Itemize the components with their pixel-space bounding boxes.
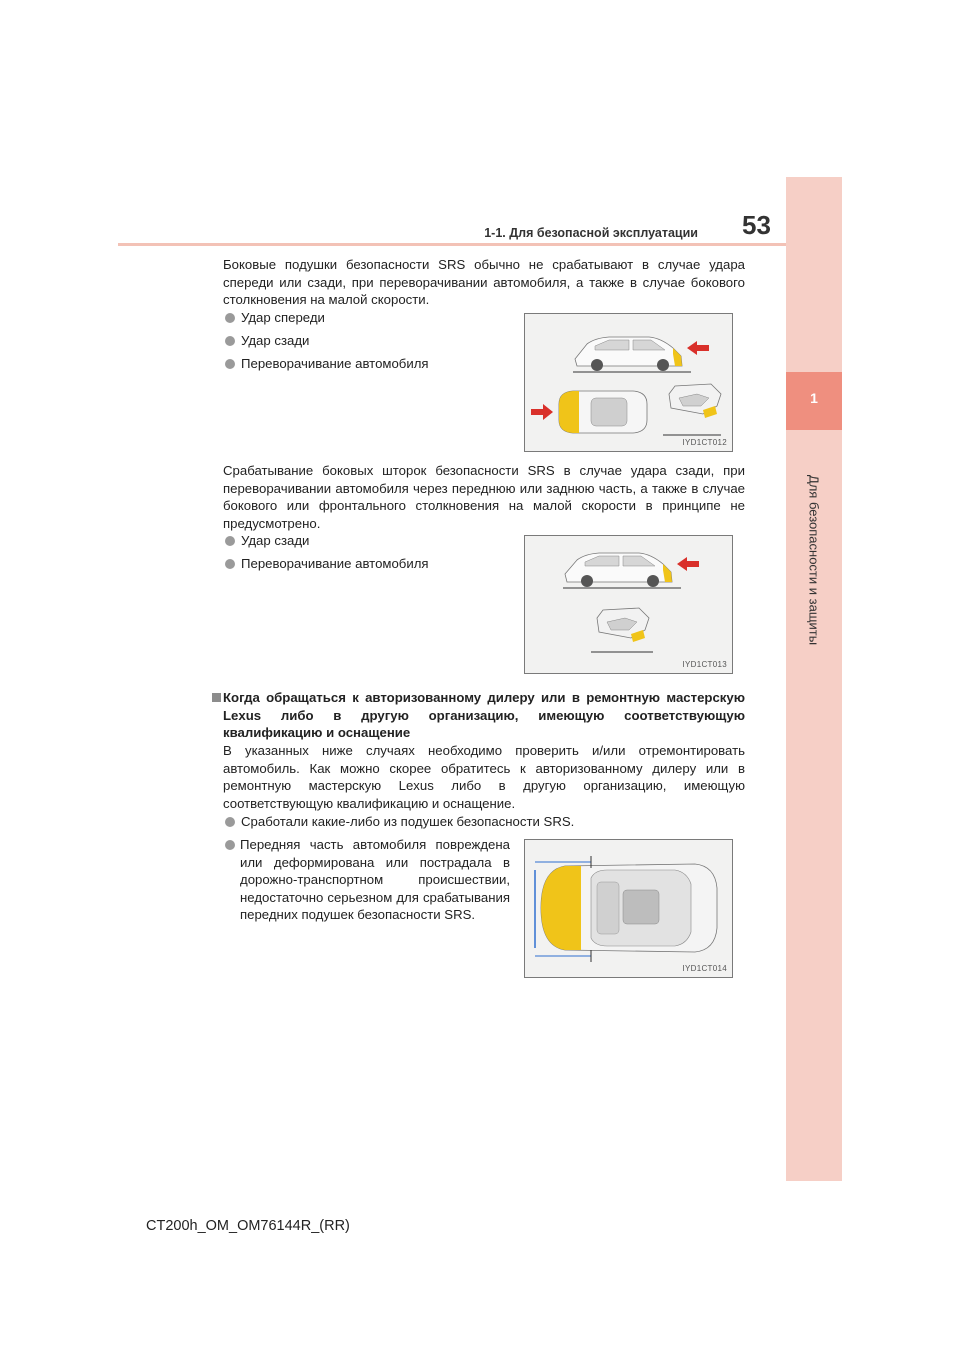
section-marker-icon bbox=[212, 693, 221, 702]
bullet-icon bbox=[225, 817, 235, 827]
header-section-title: 1-1. Для безопасной эксплуатации bbox=[484, 226, 698, 240]
list-item: Переворачивание автомобиля bbox=[223, 355, 429, 373]
car-rollover-view bbox=[597, 608, 649, 642]
figure-code: IYD1CT013 bbox=[682, 660, 727, 669]
document-footer-code: CT200h_OM_OM76144R_(RR) bbox=[146, 1218, 350, 1234]
impact-arrow-icon bbox=[531, 404, 553, 420]
figure-code: IYD1CT012 bbox=[682, 438, 727, 447]
figure-front-damage-illustration bbox=[524, 839, 733, 978]
figure-impact-illustration-2 bbox=[524, 535, 733, 674]
car-side-view bbox=[565, 553, 672, 587]
car-top-view bbox=[559, 391, 647, 433]
side-tab-chapter-number: 1 bbox=[786, 372, 842, 430]
bullet-icon bbox=[225, 536, 235, 546]
list-item: Переворачивание автомобиля bbox=[223, 555, 429, 573]
figure-code: IYD1CT014 bbox=[682, 964, 727, 973]
car-impact-diagram bbox=[525, 536, 732, 673]
car-side-view bbox=[575, 337, 682, 371]
paragraph-side-curtains: Срабатывание боковых шторок безопасности SRS в случае удара сзади, при переворачивании автомобиля через переднюю или заднюю часть, а также в случае бокового или фронтального столкновения на малой скорости в принципе не предусмотрено. bbox=[223, 463, 745, 531]
side-tab bbox=[786, 177, 842, 1181]
list-item: Сработали какие-либо из подушек безопасности SRS. bbox=[223, 813, 574, 831]
impact-arrow-icon bbox=[687, 341, 709, 355]
car-impact-diagram bbox=[525, 314, 732, 451]
list-item: Удар сзади bbox=[223, 532, 309, 550]
bullet-icon bbox=[225, 359, 235, 369]
bullet-icon bbox=[225, 313, 235, 323]
section-heading: Когда обращаться к авторизованному дилеру или в ремонтную мастерскую Lexus либо в другую организацию, имеющую соответствующую квалификацию и оснащение bbox=[212, 689, 745, 742]
car-rollover-view bbox=[669, 384, 721, 418]
list-item: Передняя часть автомобиля повреждена или деформирована или пострадала в дорожно-транспортном происшествии, недостаточно серьезном для срабатывания передних подушек безопасности SRS. bbox=[223, 836, 510, 924]
side-tab-label: Для безопасности и защиты bbox=[806, 474, 822, 646]
car-top-view bbox=[541, 864, 717, 952]
header-divider bbox=[118, 243, 786, 246]
paragraph-side-airbags: Боковые подушки безопасности SRS обычно не срабатывают в случае удара спереди или сзади, при переворачивании автомобиля, а также в случае бокового столкновения на малой скорости. bbox=[223, 257, 745, 308]
list-item: Удар сзади bbox=[223, 332, 309, 350]
bullet-icon bbox=[225, 336, 235, 346]
impact-arrow-icon bbox=[677, 557, 699, 571]
figure-impact-illustration-1 bbox=[524, 313, 733, 452]
car-front-damage-diagram bbox=[525, 840, 732, 977]
page-number: 53 bbox=[742, 210, 771, 240]
paragraph-contact-dealer: В указанных ниже случаях необходимо проверить и/или отремонтировать автомобиль. Как можно скорее обратитесь к авторизованному дилеру или в ремонтную мастерскую Lexus либо в другую организацию, имеющую соответствующую квалификацию и оснащение. bbox=[223, 743, 745, 811]
bullet-icon bbox=[225, 840, 235, 850]
list-item: Удар спереди bbox=[223, 309, 325, 327]
bullet-icon bbox=[225, 559, 235, 569]
